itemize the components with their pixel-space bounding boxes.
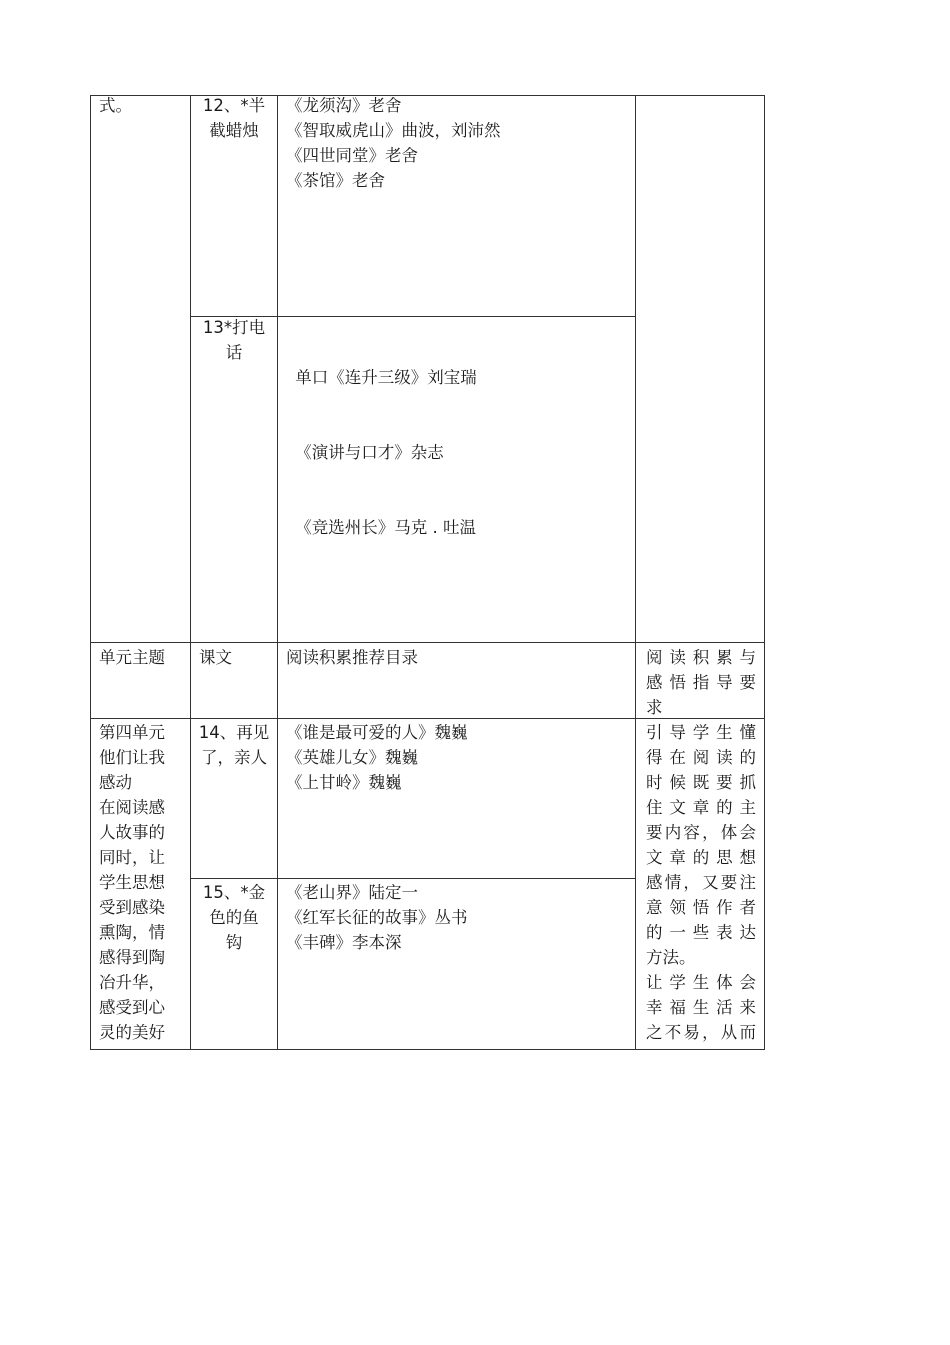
lesson-14-title: 14、再见 了，亲人 (198, 723, 270, 767)
header-req-label: 阅读积累与 感悟指导要 求 (646, 648, 756, 717)
books-12-list (286, 93, 501, 193)
books-14-list (286, 720, 468, 795)
unit4-theme-text: 第四单元 他们让我 感动 在阅读感 人故事的 同时，让 学生思想 受到感染 熏陶，情 感得到陶 冶升华， 感受到心 灵的美好 (99, 723, 165, 1042)
book-item: 《竞选州长》马克 . 吐温 (290, 518, 476, 537)
book-item: 《老山界》陆定一 (286, 883, 418, 902)
header-books-label: 阅读积累推荐目录 (286, 648, 418, 667)
lesson-12-title: 12、*半 截蜡烛 (202, 96, 266, 140)
book-item: 《龙须沟》老舍 (286, 96, 402, 115)
unit-theme-cell (90, 95, 191, 643)
books-13-list (290, 315, 477, 590)
book-item: 《茶馆》老舍 (286, 171, 385, 190)
books-15-list (286, 880, 468, 955)
header-lesson-label: 课文 (199, 648, 232, 667)
unit-theme-text: 式。 (99, 96, 132, 115)
book-item: 《四世同堂》老舍 (286, 146, 418, 165)
book-item: 《上甘岭》魏巍 (286, 773, 402, 792)
book-item: 《丰碑》李本深 (286, 933, 402, 952)
book-item: 《演讲与口才》杂志 (290, 443, 444, 462)
unit4-req-text: 引导学生懂 得在阅读的 时候既要抓 住文章的主 要内容，体会 文章的思想 感情，又要注 意领悟作者 的一些表达 方法。 让学生体会 幸福生活来 之不易，从而 (646, 723, 756, 1042)
header-unit-label: 单元主题 (99, 648, 165, 667)
book-item: 《谁是最可爱的人》魏巍 (286, 723, 468, 742)
book-item: 《红军长征的故事》丛书 (286, 908, 468, 927)
book-item: 单口《连升三级》刘宝瑞 (290, 368, 477, 387)
lesson-13-cell (190, 316, 278, 643)
book-item: 《智取威虎山》曲波，刘沛然 (286, 121, 501, 140)
requirements-cell-top (635, 95, 765, 643)
book-item: 《英雄儿女》魏巍 (286, 748, 418, 767)
lesson-13-title: 13*打电 话 (202, 318, 266, 362)
lesson-15-title: 15、*金 色的鱼 钩 (202, 883, 266, 952)
